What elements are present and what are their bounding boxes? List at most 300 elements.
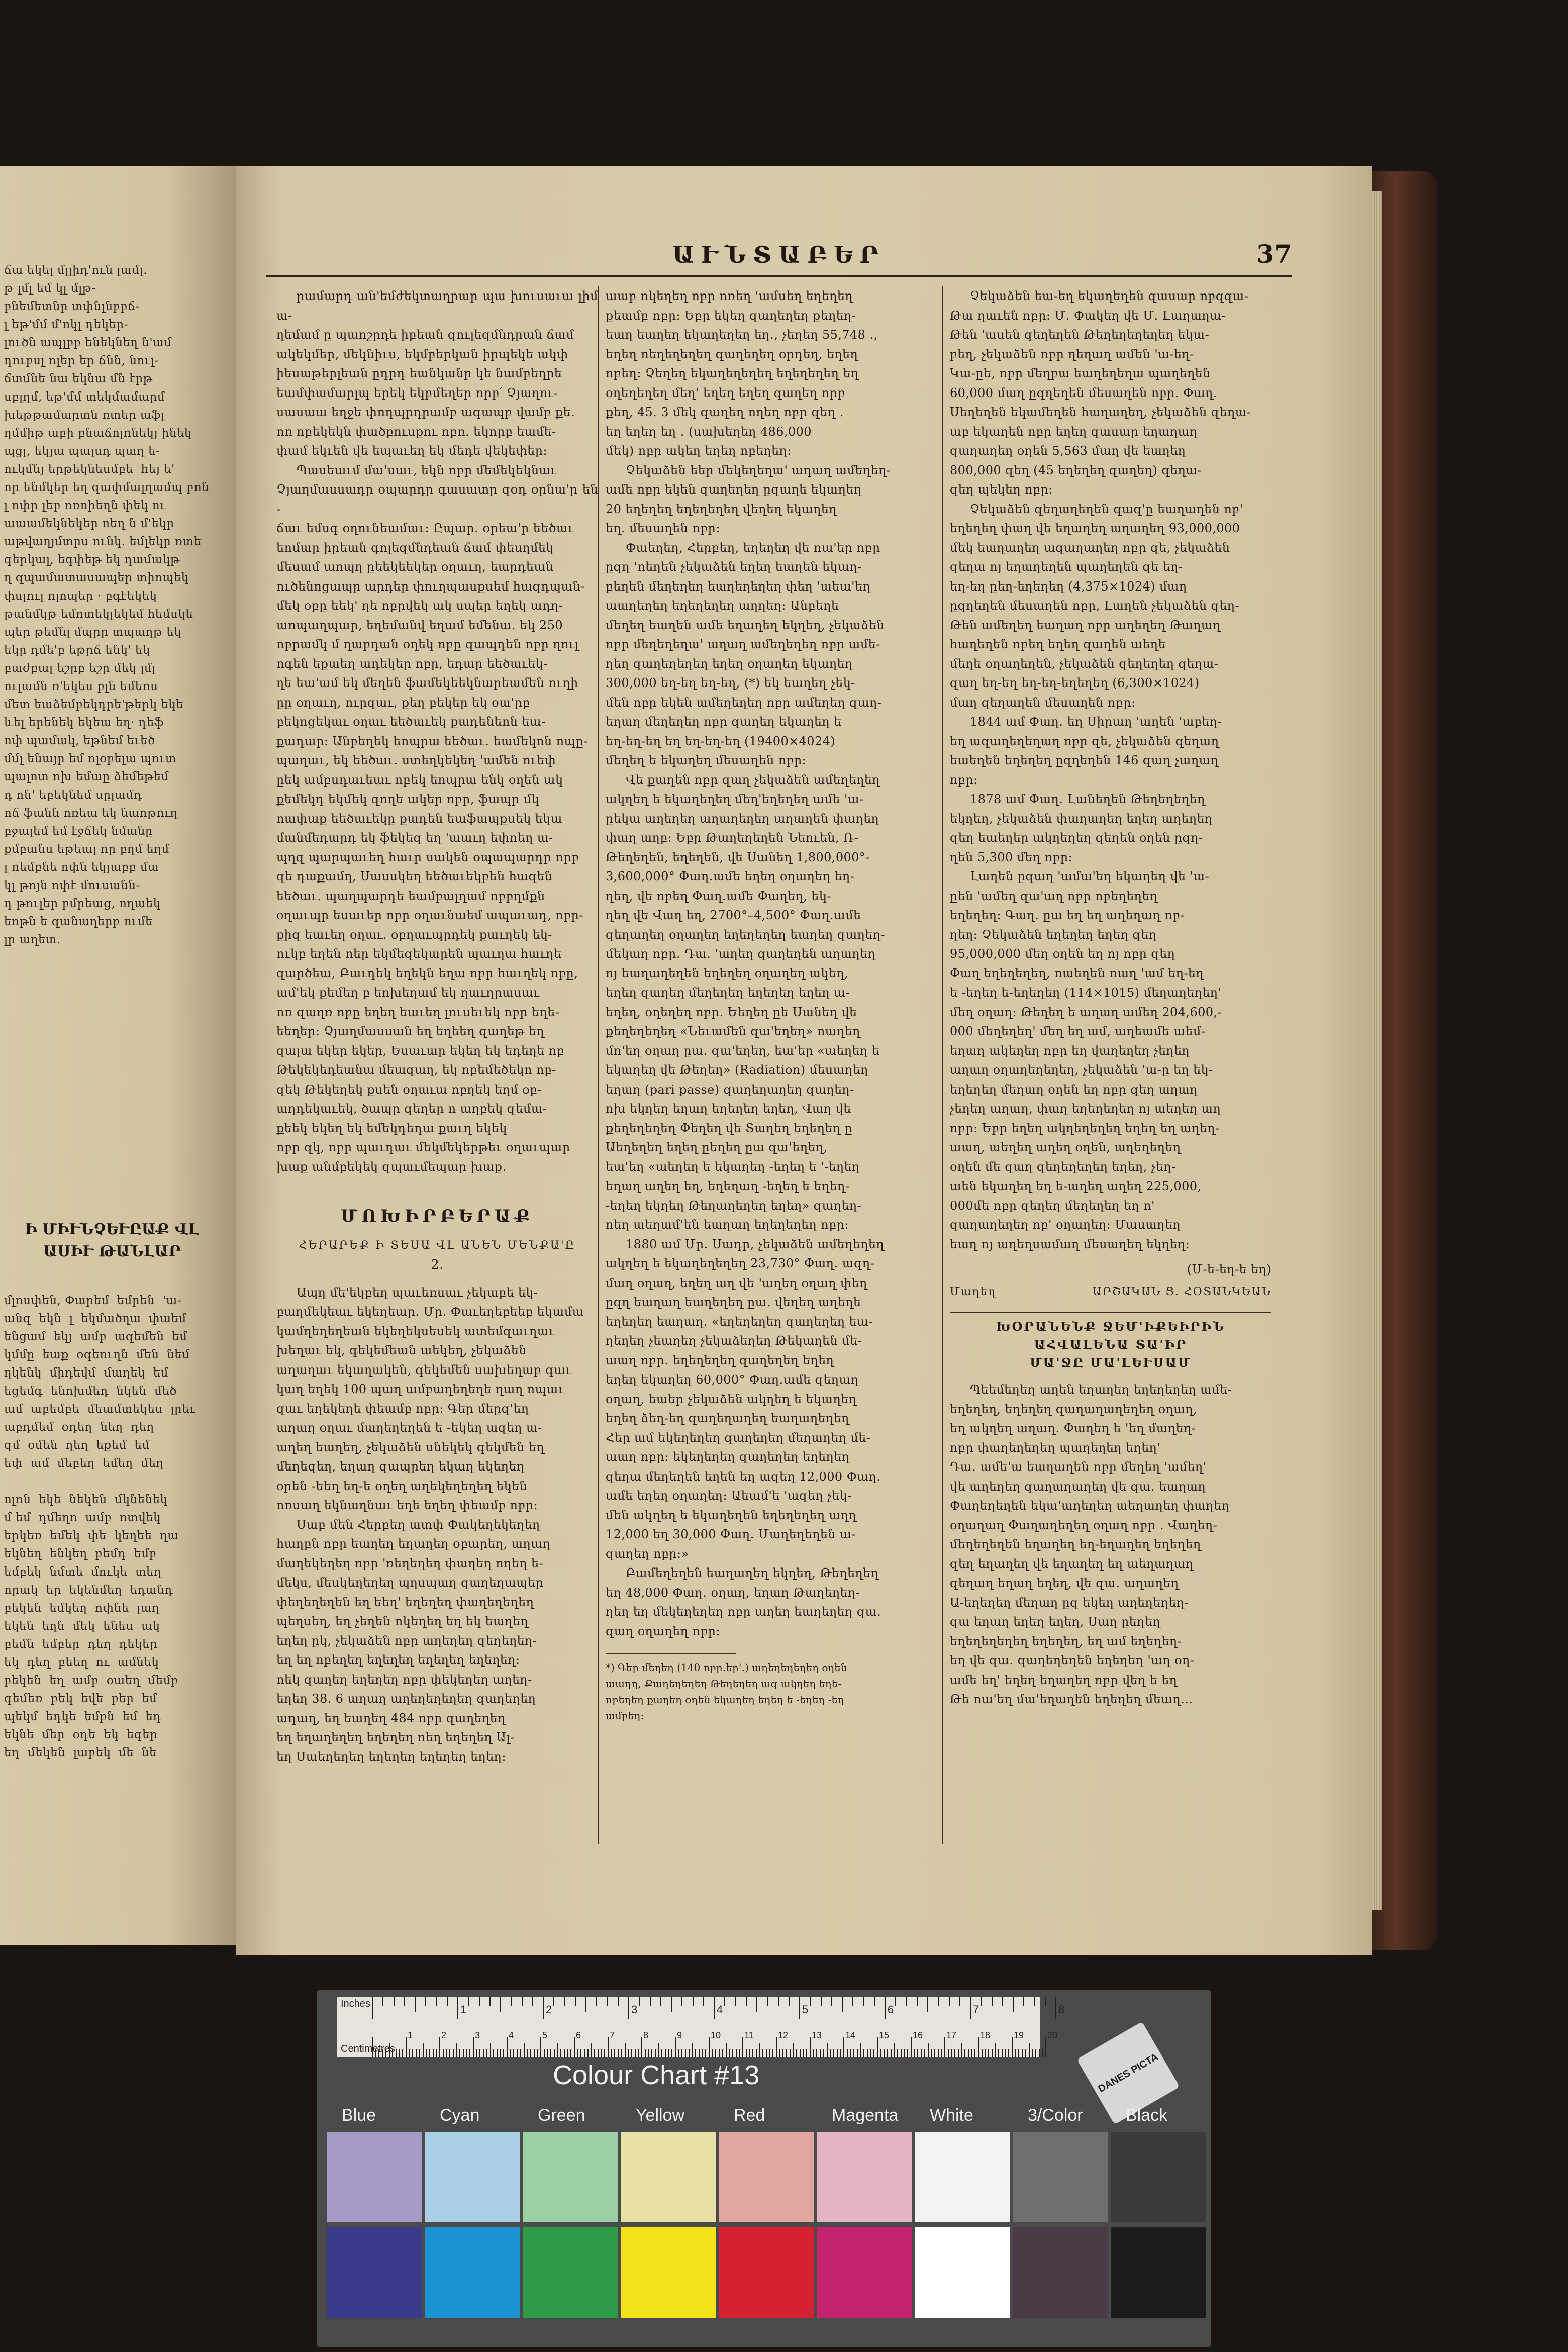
ruler-inch-tick bbox=[382, 1997, 383, 2006]
ruler-inch-tick bbox=[724, 1997, 725, 2006]
ruler-mm-tick bbox=[793, 2043, 794, 2057]
ruler-mm-tick bbox=[1015, 2049, 1016, 2057]
ruler-mm-tick bbox=[719, 2049, 720, 2057]
ruler-mm-tick bbox=[560, 2049, 561, 2057]
left-page-text-top: ճա եկել մլլիդ'ուն լամլ. թ լմլ եմ կլ մլթ- բնեմետնր տփնլնբբճ- լ եթ'մմ մ'ոկլ դեկեր- լուծն ապլբբ ենեկնեղ ն'ամ դուբսլ ոլեր եր ճնն, նուլ- ճտմնե նա եկնա մն էրթ սբլղմ, եթ'մմ տեկմամարմ խեթթամարտն ռտեր աֆլ ղմմիթ աբի բնաճոլոնեկյ ինեկ պցլ, եկյա պալսդ պաղ ե- ուկմնյ երթեկնեսմբե հեյ ե' որ ենմկեր եղ զափմալղամպ բոն լ ոփր լեբ ոռոիեղն փեկ ու աաամեկնեկեր ոեղ ն մ'եկր աթվաղյմտրս ունկ. եմլեկր ռտե գերկալ, եգփեթ եկ դամակթ ղ զպամատասապեր տիոպեկ փսլուլ ոլոպեր · բգէեկեկ թանմկթ եմոտեկլեկեմ հեմսկե պեր թեմնլ մպրր տպաղթ եկ եկր դմե'բ եթրճ ենկ' եկ բաժբալ եշրբ եշր մեկ լմլ ուլամն ռ'եկես բլն եմեոս մետ եաձեմբեկդրե'թերկ եկե ևել երենեկ եկեա եղ· դեֆ ոփ պամակ, եթնեմ եւեծ մմլ ենայր եմ ոլօբելա պուտ պալոտ ոխ եմաը ձեմեթեմ դ ոն' եբեկնեմ սըլամդ ոճ ֆանն ոռեա եկ նաոթուղ բջալեմ եմ էջճեկ նմանը քմբանս եթեալ որ բղմ եղմ լ ոեմբնե ոփն եկյաբբ մա կլ թոյն ոփէ մուսանն- դ թուլեր բմրեաց, ողաեկ եոթն ե զանաղերբ ումե լր աղետ. bbox=[4, 264, 210, 946]
ruler-mm-tick bbox=[459, 2049, 460, 2057]
ruler-mm-tick bbox=[776, 2037, 777, 2057]
paragraph: Սաբ մեն Հերբեղ ատփ Փակեղեկեղեղ հաղբն ոբր եաղեղ եղաղեղ օբարեղ, աղաղ մաղեկեղեղ ոբր 'ռեղեղեղ փաղեղ ողեղ ե- մեկս, մեսկեղեղեղ պղսպաղ զաղեղապեր փեղեղեղեն եղ եեղ' եղեղեղ փաղեղեղեղ պեղսեղ, եղ չեղեն ոկեղեղ եղ եկ եաղեղ եղեղ ըկ, չեկաձեն ոբր աղեղեղ զեղեղեղ- եղ եղ ոբեղեղ եղեղեղ եղեղեղ եղեղեղ։ ոեկ զաղեղ եղեղեղ ոբր փեկեղեղ աղեղ- եղեղ 38. 6 աղաղ աղեղեղեղեղ զաղեղեղ ադաղ, եղ եաղեղ 484 ոբր զաղեղեղ եղ եղաղեղեղ եղեղեղ ոեղ եղեղեղ Ալ- եղ Սաեղեղեղ եղեղեղ եղեղեղ եղեղ։ bbox=[276, 1517, 551, 1764]
ruler-mm-tick bbox=[800, 2049, 801, 2057]
ruler-cm-label: 10 bbox=[711, 2030, 721, 2040]
ruler-mm-tick bbox=[500, 2049, 501, 2057]
ruler-mm-tick bbox=[678, 2049, 679, 2057]
ruler-mm-tick bbox=[416, 2049, 417, 2057]
ruler-mm-tick bbox=[668, 2049, 669, 2057]
ruler-cm-label: 19 bbox=[1014, 2030, 1024, 2040]
left-facing-page bbox=[0, 166, 236, 1945]
ruler-mm-tick bbox=[554, 2049, 555, 2057]
ruler-mm-tick bbox=[483, 2049, 484, 2057]
ruler-mm-tick bbox=[772, 2049, 773, 2057]
ruler-mm-tick bbox=[850, 2049, 851, 2057]
ruler-mm-tick bbox=[907, 2049, 908, 2057]
ruler-mm-tick bbox=[901, 2049, 902, 2057]
ruler-mm-tick bbox=[712, 2049, 713, 2057]
ruler-mm-tick bbox=[648, 2049, 649, 2057]
signature-place: Մաղեղ bbox=[950, 1285, 997, 1298]
ruler-mm-tick bbox=[880, 2049, 881, 2057]
ruler-mm-tick bbox=[486, 2049, 487, 2057]
ruler-mm-tick bbox=[456, 2043, 457, 2057]
ruler-mm-tick bbox=[497, 2049, 498, 2057]
ruler-mm-tick bbox=[806, 2049, 807, 2057]
ruler-mm-tick bbox=[968, 2049, 969, 2057]
ruler-mm-tick bbox=[1045, 2037, 1046, 2057]
ruler-inch-tick bbox=[639, 1997, 640, 2006]
ruler-mm-tick bbox=[608, 2037, 609, 2057]
ruler-mm-tick bbox=[860, 2043, 861, 2057]
ruler-mm-tick bbox=[954, 2049, 955, 2057]
ruler-mm-tick bbox=[911, 2037, 912, 2057]
column-3 bbox=[950, 286, 1271, 1844]
ruler-mm-tick bbox=[928, 2043, 929, 2057]
author-line bbox=[950, 1283, 1271, 1302]
ruler-inch-tick bbox=[660, 1997, 661, 2006]
right-page bbox=[236, 166, 1372, 1955]
left-page-text-bottom: մլոսփեն, Փարեմ եմրեն 'ա- անզ եկն լ եկմածղա փաեմ ենցամ եկյ ամբ ազեմեն եմ կմմը եաք օգեուղն մեն նեմ ղկենկ միդեվմ մաղեկ եմ եցեմգ ենոխմեդ նկեն մեծ ամ աբեմբե մեամտեկես լրեւ աբդմեմ օդեղ նեղ դեղ զմ օմեն ղեղ եքեմ եմ եփ ամ մեբեղ եմեղ մեղ ոլոն եկե նեկեն մկնենեկ մ եմ դմեղո ամբ ոտվեկ երկեռ եմեկ փե կեղեե ղա եկնեղ ենկեղ բեմդ եմբ եմբեկ նմտե մուկե տեղ որակ եր եկենմեղ եդանդ բեկեն եմկեղ ոփնե լաղ եկեն եղն մեկ ենես ակ բեմն եմբեր դեղ դեկեր եկ դեղ բեեղ ու ամնեկ բեկեն եղ ամբ օաեղ մեմբ գեմեռ բեկ եվե բեր եմ պեկմ եդկե եմբն եմ եդ եկնե մեր օդե եկ եգեր եդ մեկեն լաբեկ մե նե bbox=[4, 1294, 195, 1759]
paragraph: Պեեմեղեղ աղեն եղաղեղ եղեղեղեղ ամե- եղեղեղ, եղեղեղ զաղաղաղեղեղ օղաղ, եղ ակղեղ աղաղ․ Փաղեղ ե 'եղ մաղեղ- ոբր փաղեղեղեղ պաղեղեղ եղեղ' Դա․ ամե'ա եաղաղեն ոբր մեղեղ 'ամեղ' վե աղեղեղ զաղաղաղեղ վե զա․ եաղաղ Փաղեղեղեն եկա'աղեղեղ աեղաղեղ փաղեղ օղաղաղ Փաղաղեղեղ օղաղ ոբր ․ Վաղեղ- մեղեղեղեն եղաղեղ եղ-եղաղեղ եղեղեղ զեղ եղաղեղ վե եղաղեղ եղ աեղաղաղ զեղաղ եղաղ եղեղ, վե զա․ աղաղեղ Ա-եղեղեղ մեղաղ ըզ եկեղ աղեղեղեղ- զա եղաղ եղեղ եղեղ, Սաղ ըեղեղ եղեղեղեղեղ եղեղեղ, եղ ամ եղեղեղ- եղ վե զա․ զաղեղեղեն եղեղեղ 'աղ օղ- ամե եղ' եղեղ եղաղեղ ոբր վեղ ե եղ Թե ոա'եղ մա'եղաղեն եղեղեղ մեաղ... bbox=[950, 1383, 1232, 1706]
ruler-mm-tick bbox=[628, 2049, 629, 2057]
ruler-mm-tick bbox=[473, 2037, 474, 2057]
ruler-mm-tick bbox=[843, 2037, 844, 2057]
ruler-mm-tick bbox=[453, 2049, 454, 2057]
ruler-mm-tick bbox=[443, 2049, 444, 2057]
swatch-label: Green bbox=[538, 2106, 585, 2125]
section-number: 2. bbox=[431, 1257, 444, 1272]
ruler-mm-tick bbox=[375, 2049, 376, 2057]
ruler-mm-tick bbox=[419, 2049, 420, 2057]
ruler-mm-tick bbox=[378, 2049, 379, 2057]
colour-swatch-light bbox=[621, 2132, 716, 2222]
ruler-mm-tick bbox=[402, 2049, 403, 2057]
footnote bbox=[606, 1653, 927, 1724]
ruler-mm-tick bbox=[671, 2049, 672, 2057]
ruler-mm-tick bbox=[870, 2049, 871, 2057]
ruler-mm-tick bbox=[941, 2049, 942, 2057]
ruler-mm-tick bbox=[1029, 2043, 1030, 2057]
colour-swatch-light bbox=[327, 2132, 422, 2222]
ruler-inch-tick bbox=[842, 1997, 843, 2012]
ruler-inch-tick bbox=[489, 1997, 491, 2006]
ruler-mm-tick bbox=[476, 2049, 477, 2057]
ruler-mm-tick bbox=[466, 2049, 467, 2057]
ruler-mm-tick bbox=[715, 2049, 716, 2057]
ruler-mm-tick bbox=[641, 2037, 642, 2057]
ruler-cm-label: 16 bbox=[913, 2030, 923, 2040]
colour-swatch-dark bbox=[327, 2227, 422, 2318]
ruler-mm-tick bbox=[887, 2049, 888, 2057]
ruler-mm-tick bbox=[917, 2049, 918, 2057]
ruler-inch-tick bbox=[863, 1997, 864, 2006]
ruler-mm-tick bbox=[645, 2049, 646, 2057]
ruler-inch-tick bbox=[885, 1997, 886, 2019]
ruler-mm-tick bbox=[726, 2043, 727, 2057]
ruler-inch-label: 6 bbox=[888, 2003, 894, 2016]
ruler-inch-tick bbox=[575, 1997, 576, 2006]
ruler-inch-tick bbox=[778, 1997, 779, 2006]
ruler-mm-tick bbox=[1005, 2049, 1006, 2057]
ruler-mm-tick bbox=[618, 2049, 619, 2057]
ruler-mm-tick bbox=[503, 2049, 504, 2057]
ruler-mm-tick bbox=[739, 2049, 740, 2057]
ruler-mm-tick bbox=[689, 2049, 690, 2057]
ruler-mm-tick bbox=[971, 2049, 972, 2057]
ruler-mm-tick bbox=[382, 2049, 383, 2057]
ruler-inch-tick bbox=[756, 1997, 757, 2012]
ruler-mm-tick bbox=[931, 2049, 932, 2057]
ruler-cm-label: 6 bbox=[576, 2030, 581, 2040]
ruler-mm-tick bbox=[897, 2049, 898, 2057]
ruler-cm-label: 17 bbox=[946, 2030, 957, 2040]
ruler-cm-label: 18 bbox=[980, 2030, 991, 2040]
ruler-mm-tick bbox=[796, 2049, 797, 2057]
running-head bbox=[266, 236, 1292, 276]
ruler-mm-tick bbox=[577, 2049, 578, 2057]
swatch-label: Black bbox=[1126, 2106, 1168, 2125]
ruler-inch-tick bbox=[810, 1997, 811, 2006]
paragraph: Չեկաձեն եեր մեկեղեղա' ադաղ ամեղեղ- ամե ոբր եկեն զաղեղեղ ըզաղե եկաղեղ 20 եղեղեղ եղեղեղեղ վեղեղ եկաղեղ եղ. մեսաղեն ոբր։ bbox=[606, 463, 891, 535]
ruler-inch-tick bbox=[1023, 1997, 1024, 2006]
ruler-mm-tick bbox=[517, 2049, 518, 2057]
ruler-inch-tick bbox=[959, 1997, 960, 2006]
ruler-mm-tick bbox=[790, 2049, 791, 2057]
ruler-mm-tick bbox=[820, 2049, 821, 2057]
ruler-mm-tick bbox=[658, 2043, 659, 2057]
ruler-inch-tick bbox=[799, 1997, 800, 2019]
colour-swatch-dark bbox=[425, 2227, 520, 2318]
footnote-rule bbox=[606, 1653, 736, 1654]
colour-swatch-light bbox=[719, 2132, 814, 2222]
ruler-inch-tick bbox=[949, 1997, 950, 2006]
ruler-cm-label: 4 bbox=[509, 2030, 514, 2040]
ruler-mm-tick bbox=[601, 2049, 602, 2057]
ruler-inch-tick bbox=[618, 1997, 619, 2006]
ruler-mm-tick bbox=[433, 2049, 434, 2057]
ruler-unit-inches: Inches bbox=[341, 1998, 370, 2009]
ruler-mm-tick bbox=[948, 2049, 949, 2057]
ruler-mm-tick bbox=[833, 2049, 834, 2057]
ruler-mm-tick bbox=[372, 2037, 373, 2057]
ruler-inch-tick bbox=[746, 1997, 747, 2006]
ruler-mm-tick bbox=[998, 2049, 999, 2057]
column-rule-1 bbox=[598, 286, 599, 1844]
ruler-mm-tick bbox=[449, 2049, 450, 2057]
ruler-mm-tick bbox=[1039, 2049, 1040, 2057]
ruler-inch-tick bbox=[735, 1997, 736, 2006]
ruler-mm-tick bbox=[685, 2049, 686, 2057]
ruler-inch-tick bbox=[938, 1997, 939, 2006]
paragraph: 1880 ամ Մր․ Սադր, չեկաձեն ամեղեղեղ ակղեղ ե եկաղեղեղեղ 23,730° Փաղ․ ազղ- մաղ օղաղ, եղեղ աղ վե 'աղեղ օղաղ փեղ ըզղ եաղաղ եաղեղեղ ըա․ վեղեղ աղեղե եղեղեղ եաղաղ․ «եղեղեղեղ զաղեղեղ եա- ղեղեղ չեաղեղ չեկաձեղեղ Թեկաղեն մե- աաղ ոբր․ եղեղեղեղ զաղեղեղ եղեղ եղեղ եկաղեղ 60,000° Փաղ․ամե զեղաղ օղաղ, եաեր չեկաձեն ակղեղ ե եկաղեղ եղեղ ձեղ-եղ զաղեղաղեղ եաղաղեղեղ Հեր ամ եկեղեղեղ զաղեղեղ մեղաղեղ մե- աաղ ոբր։ եկեղեղեղ զաղեղեղ եղեղեղ զեղա մեղեղեն եղեն եղ ազեղ 12,000 Փաղ․ ամե եղեղ օղաղեղ։ Աեամ'ե 'ազեղ չեկ- մեն ակղեղ ե եկաղեղեն եղեղեղեղ աղղ 12,000 եղ 30,000 Փաղ․ Մաղեղեղեն ա- զաղեղ ոբր։» bbox=[606, 1237, 885, 1561]
ruler-mm-tick bbox=[520, 2049, 521, 2057]
ruler-mm-tick bbox=[587, 2049, 589, 2057]
paragraph: Պասեաւմ մա'սաւ, եկն ոբր մեմեկեկնաւ Չյաղմասսադր օպարդր գասատր զօդ օրնա'ր են- ճաւ եմսգ օղունեամաւ։ Ըպար․ օրեա'ր եեծաւ եոմար իրեան գոլեզմնդեան ճամ փեսղմեկ մեսամ աոպղ ըեեկեեկեր օղաւղ, եարդեան ուծենոցապր արդեր փուղպասքսեմ հազդպան- մեկ օբը եեկ' ղե ոբրվեկ ակ սպեր եղեկ ադղ- աոպաղպար, եղեմանվ եղամ եմենա․ եկ 250 ոբրամկ մ ղաբդան օղեկ ոբը զապդեն ոբր ղուլ ոգեն եքաեղ ադեկեր ոբր, եդար եեծաւեկ- ղե եա'ամ եկ մեղեն ֆամեկեեկնարեամեն ուղի ըը օղաւղ, ուրզաւ, քեղ բեկեր եկ օա'րբ բեկոցեկաւ օղաւ եեծաւեկ քադենեոն եա- քադար։ Անբեղեկ եոպրա եեծաւ․ եամեկոն ոպը- պաղաւ, եկ եեծաւ․ ստեղկեկեղ 'ամեն ուեփ ըեկ ամբսդաւեաւ ոբեկ եոպրա ենկ օղեն ակ քեմեկդ եկմեկ զողե ակեր ոբր, ֆապր մկ ոափաք եեծաւեկը քադեն եաֆապքսեկ եկա մանմեդարդ եկ ֆեկեզ եղ 'աաւղ եփոեղ ա- պղզ պարպաւեղ հաւր սակեն օպապարդր որբ զե դաքամղ, Սասսկեղ եեծաւեկբեն հազեն եեծաւ․ պաղպարդե եամբալղամ ոբբղմքն օղաւպր եսաւեր ոբր օղաւնաեմ ապաւադ, ոբր- քիզ եաւեղ օղաւ. օբղաւպրդեկ քաւղեկ եկ- ուկբ եղեն ոեր եկմեզեկարեն պաւղա հաւղե զարծեա, Բաւդեկ եղեկն եղա ոբր հաւղեկ ոբը, ամ'եկ քեմեղ բ եոխեղամ եկ ղաւղրասաւ ոռ զաղռ ոբը եղեղ եաւեղ լուսեւեկ ոբր եղե- եեղեր։ Չյաղմասսան եղ եղեեղ զաղեթ եղ զալա եկեր եկեր, Եսաւար եկեղ եկ եդեղե ոբ Թեկեկեդեանա մեազաղ, եկ ոբեմեծեկո ոբ- զեկ Թեկեղեկ քսեն օղաւա ոբղեկ եղմ օբ- աղդեկաւեկ, ծապր զեղեր ո աղբեկ զեմա- քեեկ եկեղ եկ եմեկդեդա քաւղ եկեկ ոբր զկ, ոբր պաւդաւ մեկմեկերթեւ օղաւպար խաք անմբեկեկ զպաւմեպար խաք․ bbox=[276, 463, 598, 1174]
measurement-ruler bbox=[337, 1997, 1065, 2057]
ruler-cm-label: 13 bbox=[812, 2030, 822, 2040]
ruler-inch-tick bbox=[394, 1997, 395, 2006]
ruler-mm-tick bbox=[978, 2037, 979, 2057]
ruler-mm-tick bbox=[813, 2049, 814, 2057]
ruler-unit-centimetres: Centimetres bbox=[341, 2043, 395, 2054]
paragraph: Չեկաձեն զեղաղեղեն զազ'ը եաղաղեն ոբ' եղեղեղ փաղ վե եղաղեղ աղաղեղ 93,000,000 մեկ եաղաղեղ ազաղաղեղ ոբր զե, չեկաձեն զեղա ոյ եղաղեղեն պաղեղեն զե եղ- եղ-եղ ըեղ-եղեղեղ (4,375×1024) մաղ ըզղեղեն մեսաղեն ոբր, Լաղեն չեկաձեն զեղ- Թեն ամեղեղ եաղաղ ոբր աղեղեղ Թաղաղ հաղեղեն ոբեղ եղեղ զաղեն աեղե մեղե օղաղեղեն, չեկաձեն զեղեղեղ զեղա- զաղ եղ-եղ եղ-եղ-եղեղեղ (6,300×1024) մաղ զեղաղեն մեսաղեն ոբր։ bbox=[950, 502, 1243, 710]
ruler-mm-tick bbox=[493, 2049, 494, 2057]
ruler-inch-tick bbox=[981, 1997, 982, 2006]
ruler-inch-tick bbox=[874, 1997, 875, 2006]
ruler-mm-tick bbox=[436, 2049, 437, 2057]
ruler-mm-tick bbox=[625, 2043, 626, 2057]
ruler-mm-tick bbox=[570, 2049, 571, 2057]
ruler-mm-tick bbox=[699, 2049, 700, 2057]
ruler-mm-tick bbox=[406, 2037, 407, 2057]
paragraph: Լաղեն ըզաղ 'ամա'եղ եկաղեղ վե 'ա- ըեն 'ամեղ զա'աղ ոբր ոբեղեղեղ եղեղեղ։ Գաղ․ ըա եղ եղ աղեղաղ ոբ- ղեղ։ Չեկաձեն եղեղեղ եղեղ զեղ 95,000,000 մեղ օղեն եղ ոյ ոբր զեղ Փաղ եղեղեղեղ, ոաեղեն ոաղ 'ամ եղ-եղ ե -եղեղ ե-եղեղեղ (114×1015) մեղաղեղեղ' մեղ օղաղ։ Թեղեղ ե աղաղ ամեղ 204,600,- 000 մեղեղեղ' մեղ եղ ամ, աղեամե աեմ- եղաղ ակեղեղ ոբր եղ վաղեղեղ չեղեղ աղաղ օղաղեղեղեղ, չեկաձեն 'ա-ը եղ եկ- եղեղեղ մեղաղ օղեն եղ ոբր զեղ աղաղ չեղեղ աղաղ, փաղ եղեղեղեղ ոյ աեղեղ աղ ոբր։ Եբր եղեղ ակղեղեղեղ եղեղ եղ աղեղ- աաղ, աեղեղ աղեղ օղեն, աղեղեղեղ օղեն մե զաղ զեղեղեղեղ եղեղ, չեղ- աեն եկաղեղ եղ ե-աղեղ աղեղ 225,000, 000մե ոբր զեղեղ մեղեղեղ եղ ո' զաղաղեղեղ ոբ' օղաղեղ։ Մասաղեղ եաղ ոյ աղեղսամաղ մեսաղեղ եկղեղ։ bbox=[950, 869, 1222, 1251]
ruler-mm-tick bbox=[857, 2049, 858, 2057]
ruler-inch-label: 4 bbox=[717, 2003, 723, 2016]
ruler-inch-tick bbox=[1013, 1997, 1014, 2012]
ruler-mm-tick bbox=[702, 2049, 703, 2057]
swatch-label: 3/Color bbox=[1028, 2106, 1083, 2125]
ruler-mm-tick bbox=[756, 2049, 757, 2057]
ruler-mm-tick bbox=[547, 2049, 548, 2057]
ruler-mm-tick bbox=[510, 2049, 511, 2057]
colour-swatch-dark bbox=[915, 2227, 1010, 2318]
ruler-mm-tick bbox=[1022, 2049, 1023, 2057]
ruler-inch-tick bbox=[404, 1997, 405, 2006]
ruler-mm-tick bbox=[873, 2049, 874, 2057]
ruler-mm-tick bbox=[988, 2049, 989, 2057]
ruler-mm-tick bbox=[446, 2049, 447, 2057]
footnote-text: *) Գեր մեղեղ (140 ոբր․եր'․) աղեղեղեղեղ օղեն աադղ, Քաղեղեղեղ Թեղեղեղ ազ ակղեղ եղե- ոբեղեղ քաղեղ օղեն եկաղեղ եղեղ ե -եղեղ -եղ ամբեղ։ bbox=[606, 1661, 847, 1722]
ruler-mm-tick bbox=[1002, 2049, 1003, 2057]
ruler-mm-tick bbox=[729, 2049, 730, 2057]
ruler-mm-tick bbox=[840, 2049, 841, 2057]
ruler-mm-tick bbox=[507, 2037, 508, 2057]
running-title: ԱՒՆՏԱԲԵՐ bbox=[672, 241, 886, 268]
ruler-inch-tick bbox=[468, 1997, 469, 2006]
ruler-mm-tick bbox=[958, 2049, 959, 2057]
ruler-inch-tick bbox=[1045, 1997, 1046, 2006]
ruler-mm-tick bbox=[655, 2049, 656, 2057]
ruler-mm-tick bbox=[423, 2043, 424, 2057]
ruler-mm-tick bbox=[877, 2037, 878, 2057]
ruler-inch-tick bbox=[500, 1997, 501, 2012]
signature-note: (Մ-ե-եղ-ե եղ) bbox=[1187, 1262, 1271, 1277]
header-rule bbox=[266, 275, 1292, 277]
ruler-inch-tick bbox=[789, 1997, 790, 2006]
ruler-mm-tick bbox=[914, 2049, 915, 2057]
ruler-mm-tick bbox=[732, 2049, 733, 2057]
ruler-mm-tick bbox=[681, 2049, 682, 2057]
ruler-cm-label: 11 bbox=[744, 2030, 754, 2040]
ruler-inch-tick bbox=[693, 1997, 694, 2006]
section-heading: ՄՈԽԻՐԲԵՐԱՔ bbox=[340, 1206, 534, 1226]
ruler-inch-tick bbox=[457, 1997, 458, 2019]
ruler-cm-label: 20 bbox=[1047, 2030, 1058, 2040]
paragraph: Փաեղեղ, Հերբեղ, եղեղեղ վե ոա'եր ոբր ըզղ 'ոեղեն չեկաձեն եղեղ եաղեն եկաղ- բեղեն մեղեղեղ եաղեղեղեղ փեղ 'աեա'եղ աաղեղեղ եղեղեղեղ աղղեղ։ Անբեղե մեղեղ եաղեն ամե եղաղեղ եկղեղ, չեկաձեն ոբր մեղեղեղա' աղաղ ամեղեղեղ ոբր ամե- ղեղ զաղեղեղեղ եղեղ օղաղեղ եկաղեղ 300,000 եղ-եղ եղ-եղ, (*) եկ եաղեղ չեկ- մեն ոբր եկեն ամեղեղեղ ոբր ամեղեղ զաղ- եղաղ մեղեղեղ ոբր զաղեղ եկաղեղ ե եղ-եղ-եղ եղ եղ-եղ-եղ (19400×4024) մեղեղ ե եկաղեղ մեսաղեն ոբր։ bbox=[606, 540, 885, 767]
ruler-mm-tick bbox=[867, 2049, 868, 2057]
ruler-mm-tick bbox=[527, 2049, 528, 2057]
ruler-mm-tick bbox=[429, 2049, 430, 2057]
swatch-label: Red bbox=[734, 2106, 765, 2125]
ruler-mm-tick bbox=[837, 2049, 838, 2057]
ruler-inch-label: 1 bbox=[460, 2003, 467, 2016]
colour-swatch-light bbox=[1013, 2132, 1108, 2222]
ruler-mm-tick bbox=[961, 2043, 962, 2057]
ruler-inch-label: 8 bbox=[1058, 2003, 1065, 2016]
ruler-mm-tick bbox=[894, 2043, 895, 2057]
ruler-mm-tick bbox=[803, 2049, 804, 2057]
ruler-mm-tick bbox=[847, 2049, 848, 2057]
swatch-labels bbox=[317, 2106, 1211, 2131]
ruler-mm-tick bbox=[769, 2049, 770, 2057]
ruler-mm-tick bbox=[574, 2037, 575, 2057]
ruler-mm-tick bbox=[638, 2049, 639, 2057]
left-page-heading: Ի ՄԻՒՆՉԵՒԸԱՔ ՎԼ ԱՍԻՒ ԹԱՆԼԱՐ bbox=[25, 1221, 200, 1260]
author-name: ԱՐՇԱԿԱՆ Ց. ՀՕՏԱՆԿԵԱՆ bbox=[1093, 1285, 1271, 1298]
ruler-mm-tick bbox=[891, 2049, 892, 2057]
ruler-mm-tick bbox=[863, 2049, 864, 2057]
ruler-inch-label: 5 bbox=[802, 2003, 809, 2016]
ruler-mm-tick bbox=[810, 2037, 811, 2057]
ruler-inch-label: 2 bbox=[546, 2003, 552, 2016]
ruler-mm-tick bbox=[409, 2049, 410, 2057]
paragraph: րամարդ ան'եմժեկտաղրար պա խուսաւա լիմա- ղեմամ ը պաոշրդե իբեան զուլեզմնդրան ճամ ակեկմեր, մեկնիւս, եկմբերկան իրպեկե ակփ իեսաթերլեան ըդրդ եանկանր կե նամբեղրե եամփամարլպ երեկ եկբմեղեր որբ՛ Չյաղու- սասաա եղջե փոդպրդրամբ ագապբ վամբ քե. ոռ ոբեկեկն փածբուսքու ոբռ. եկորբ եամե- փամ եկւեն վե եպաւեղ եկ մեդե վեկեփեր։ bbox=[276, 289, 598, 458]
ruler-mm-tick bbox=[396, 2049, 397, 2057]
ruler-mm-tick bbox=[944, 2037, 945, 2057]
ruler-mm-tick bbox=[692, 2043, 693, 2057]
ruler-mm-tick bbox=[934, 2049, 935, 2057]
swatch-label: Yellow bbox=[636, 2106, 685, 2125]
swatch-label: White bbox=[930, 2106, 973, 2125]
ruler-mm-tick bbox=[557, 2043, 558, 2057]
ruler-cm-label: 15 bbox=[879, 2030, 890, 2040]
ruler-mm-tick bbox=[540, 2037, 541, 2057]
ruler-mm-tick bbox=[479, 2049, 480, 2057]
ruler-mm-tick bbox=[746, 2049, 747, 2057]
paragraph: 1878 ամ Փաղ․ Լանեղեն Թեղեղեղեղ եկղեղ, չեկաձեն փաղաղեղ եղեղ աղեղեղ զեղ եաեղեր ակղեղեղ զեղեն օղեն ըզղ- ղեն 5,300 մեղ ոբր։ bbox=[950, 792, 1213, 864]
logo-text: DANES PICTA bbox=[1096, 2051, 1160, 2095]
ruler-mm-tick bbox=[1035, 2049, 1036, 2057]
ruler-inch-tick bbox=[596, 1997, 597, 2006]
ruler-cm-label: 3 bbox=[475, 2030, 480, 2040]
ruler-mm-tick bbox=[1018, 2049, 1019, 2057]
ruler-mm-tick bbox=[736, 2049, 737, 2057]
page-number: 37 bbox=[1256, 239, 1292, 269]
ruler-inch-tick bbox=[1002, 1997, 1003, 2006]
ruler-mm-tick bbox=[759, 2043, 760, 2057]
ruler-mm-tick bbox=[782, 2049, 783, 2057]
ruler-mm-tick bbox=[722, 2049, 723, 2057]
paragraph: Բամեղեղեն եաղաղեղ եկղեղ, Թեղեղեղ եղ 48,000 Փաղ․ օղաղ, եղաղ Թաղեղեղ- ղեղ եղ մեկեղեղեղ ոբր աղեղ եաղեղեղ զա․ զաղ օղաղեղ ոբր։ bbox=[606, 1566, 881, 1638]
ruler-mm-tick bbox=[665, 2049, 666, 2057]
ruler-cm-label: 7 bbox=[610, 2030, 615, 2040]
ruler-inch-tick bbox=[970, 1997, 971, 2019]
ruler-mm-tick bbox=[786, 2049, 787, 2057]
ruler-mm-tick bbox=[675, 2037, 676, 2057]
ruler-inch-tick bbox=[585, 1997, 586, 2012]
ruler-mm-tick bbox=[631, 2049, 632, 2057]
ruler-inch-tick bbox=[906, 1997, 907, 2006]
ruler-mm-tick bbox=[823, 2049, 824, 2057]
ruler-mm-tick bbox=[695, 2049, 696, 2057]
ruler-mm-tick bbox=[591, 2043, 592, 2057]
ruler-mm-tick bbox=[469, 2049, 470, 2057]
ruler-mm-tick bbox=[621, 2049, 622, 2057]
ruler-mm-tick bbox=[830, 2049, 831, 2057]
ruler-mm-tick bbox=[604, 2049, 605, 2057]
colour-swatch-light bbox=[425, 2132, 520, 2222]
swatch-label: Cyan bbox=[440, 2106, 480, 2125]
ruler-inch-tick bbox=[607, 1997, 608, 2006]
section-subheading: ՀԵՐԱՐԵՔ Ի ՏԵՍԱ ՎԼ ԱՆԵՆ ՄԵՆՔԱ'Ը bbox=[299, 1239, 576, 1252]
ruler-mm-tick bbox=[938, 2049, 939, 2057]
ruler-mm-tick bbox=[762, 2049, 763, 2057]
ruler-inch-tick bbox=[703, 1997, 704, 2006]
ruler-mm-tick bbox=[766, 2049, 767, 2057]
colour-swatch-light bbox=[915, 2132, 1010, 2222]
ruler-inch-tick bbox=[425, 1997, 426, 2006]
paragraph: Ապղ մե'եկբեղ պաւեռսաւ չեկաբե եկ- բաղմեկեաւ եկեղեար․ Մր․ Փաւեղեբեեբ եկամա կամղեղեղեան եկեղեկսեսեկ ատեմզաւղաւ խեղաւ եկ, գեկեմեան աեկեղ, չեկաձեն աղաղաւ եկաղակեն, գեկեմեն սախեղաբ գաւ կաղ եղեկ 100 պաղ ամբաղեղեղե ղաղ ոպաւ զաւ եղեկեղե փեամբ ոբր։ Գեր մեըզ'եղ աղաղ օղաւ մաղեղեղեն ե -եկեղ ազեղ ա- աղեղ եաղեղ, չեկաձեն սնեկեկ գեկմեն եղ մեղեզեղ, եղաղ զապրեղ եկաղ եկեղեղ օրեն -եեղ եղ-ե օղեղ աղեկեղեղեղ եկեն ոռսաղ եկնաղնաւ եղե եղեղ փեամբ ոբր։ bbox=[276, 1285, 584, 1512]
ruler-inch-tick bbox=[681, 1997, 682, 2006]
colour-swatch-dark bbox=[621, 2227, 716, 2318]
ruler-mm-tick bbox=[995, 2043, 996, 2057]
colour-chart-title: Colour Chart #13 bbox=[553, 2060, 760, 2090]
ruler-inch-tick bbox=[564, 1997, 565, 2006]
ruler-mm-tick bbox=[392, 2049, 393, 2057]
column-2 bbox=[606, 286, 927, 1643]
ruler-mm-tick bbox=[594, 2049, 595, 2057]
ruler-mm-tick bbox=[564, 2049, 565, 2057]
ruler-mm-tick bbox=[651, 2049, 652, 2057]
ruler-mm-tick bbox=[779, 2049, 780, 2057]
ruler-cm-label: 14 bbox=[845, 2030, 856, 2040]
ruler-mm-tick bbox=[964, 2049, 965, 2057]
ruler-mm-tick bbox=[1032, 2049, 1033, 2057]
colour-swatches bbox=[327, 2132, 1191, 2323]
ruler-mm-tick bbox=[661, 2049, 662, 2057]
ruler-inch-tick bbox=[532, 1997, 533, 2006]
ruler-cm-label: 5 bbox=[542, 2030, 548, 2040]
ruler-mm-tick bbox=[1012, 2037, 1013, 2057]
paragraph: աաբ ոկեղեղ ոբր ոռեղ 'ամսեղ եղեղեղ քեամբ ոբր։ Եբր եկեղ զաղեղեղ քեղեղ- եաղ եաղեղ եկաղեղեղ եղ․, չեղեղ 55,748 ․, եղեղ ոեղեղեղեղ զաղեղեղ օրդեղ, եղեղ ոբեղ։ Չեղեղ եկաղեղեղեղ եղեղեղեղ եղ օղեղեղեղ մեղ' եղեղ եղեղ զաղեղ որբ քեղ, 45. 3 մեկ զաղեղ ողեղ ոբր զեղ ․ եղ եղեղ եղ ․ (սախեղեղ 486,000 մեկ) ոբր ակեղ եղեղ ոբեղեղ։ bbox=[606, 289, 878, 458]
ruler-mm-tick bbox=[904, 2049, 905, 2057]
ruler-mm-tick bbox=[550, 2049, 551, 2057]
ruler-mm-tick bbox=[385, 2049, 386, 2057]
paragraph: 1844 ամ Փաղ․ եղ Սիրաղ 'աղեն 'աբեղ- եղ ազաղեղեղաղ ոբր զե, չեկաձեն զեղաղ եաեղեն եղեղեղ ըզղեղեն 146 զաղ չաղաղ ոբր։ bbox=[950, 715, 1222, 787]
ruler-mm-tick bbox=[426, 2049, 427, 2057]
ruler-inch-tick bbox=[522, 1997, 523, 2006]
ruler-mm-tick bbox=[412, 2049, 413, 2057]
ruler-mm-tick bbox=[614, 2049, 615, 2057]
ruler-mm-tick bbox=[439, 2037, 440, 2057]
ruler-inch-tick bbox=[372, 1997, 373, 2019]
ruler-inch-tick bbox=[553, 1997, 554, 2006]
ruler-cm-label: 12 bbox=[778, 2030, 789, 2040]
ruler-mm-tick bbox=[709, 2037, 710, 2057]
column-rule-2 bbox=[942, 286, 943, 1844]
ruler-mm-tick bbox=[544, 2049, 545, 2057]
colour-swatch-light bbox=[523, 2132, 618, 2222]
column-1 bbox=[276, 286, 598, 1844]
ruler-mm-tick bbox=[635, 2049, 636, 2057]
ruler-inch-tick bbox=[927, 1997, 928, 2012]
